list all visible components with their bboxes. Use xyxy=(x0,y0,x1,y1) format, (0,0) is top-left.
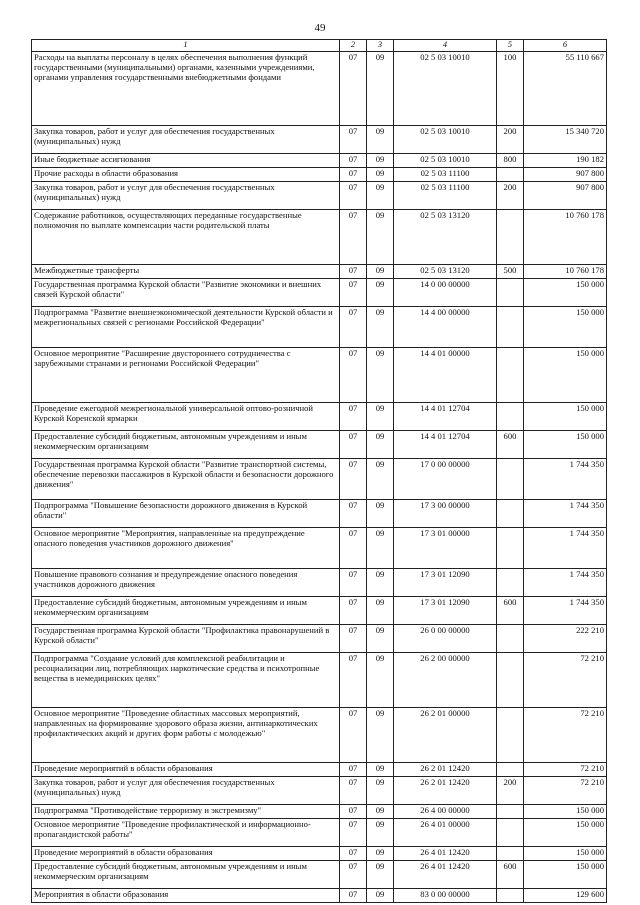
row-section: 07 xyxy=(340,209,367,264)
row-amount: 150 000 xyxy=(524,430,607,458)
row-name: Закупка товаров, работ и услуг для обеспечения государственных (муниципальных) нужд xyxy=(32,181,340,209)
row-expense-type xyxy=(497,402,524,430)
row-section: 07 xyxy=(340,762,367,776)
row-name: Иные бюджетные ассигнования xyxy=(32,153,340,167)
row-subsection: 09 xyxy=(367,306,394,347)
row-subsection: 09 xyxy=(367,527,394,568)
row-target-article: 83 0 00 00000 xyxy=(394,888,497,902)
row-amount: 1 744 350 xyxy=(524,568,607,596)
header-cell-subsection: 3 xyxy=(367,40,394,52)
row-amount: 190 182 xyxy=(524,153,607,167)
row-subsection: 09 xyxy=(367,652,394,707)
row-amount: 150 000 xyxy=(524,347,607,402)
row-target-article: 17 3 00 00000 xyxy=(394,499,497,527)
table-row xyxy=(32,264,607,278)
table-body xyxy=(32,51,607,902)
row-section: 07 xyxy=(340,430,367,458)
row-name: Основное мероприятие "Проведение областных массовых мероприятий, направленных на формирование здорового образа жизни, антинаркотических профилактических акций и других форм работы с молодежью" xyxy=(32,707,340,762)
row-amount: 150 000 xyxy=(524,860,607,888)
row-name: Государственная программа Курской области "Профилактика правонарушений в Курской области" xyxy=(32,624,340,652)
row-name: Повышение правового сознания и предупреждение опасного поведения участников дорожного движения xyxy=(32,568,340,596)
table-row xyxy=(32,278,607,306)
row-target-article: 26 2 00 00000 xyxy=(394,652,497,707)
row-expense-type xyxy=(497,209,524,264)
row-name: Предоставление субсидий бюджетным, автономным учреждениям и иным некоммерческим организациям xyxy=(32,430,340,458)
row-subsection: 09 xyxy=(367,153,394,167)
row-target-article: 17 0 00 00000 xyxy=(394,458,497,499)
row-section: 07 xyxy=(340,527,367,568)
row-name: Предоставление субсидий бюджетным, автономным учреждениям и иным некоммерческим организациям xyxy=(32,860,340,888)
row-section: 07 xyxy=(340,860,367,888)
row-target-article: 17 3 01 00000 xyxy=(394,527,497,568)
row-section: 07 xyxy=(340,306,367,347)
row-subsection: 09 xyxy=(367,888,394,902)
row-target-article: 14 0 00 00000 xyxy=(394,278,497,306)
row-subsection: 09 xyxy=(367,776,394,804)
row-expense-type xyxy=(497,652,524,707)
row-name: Подпрограмма "Создание условий для комплексной реабилитации и ресоциализации лиц, потребляющих наркотические средства и психотропные вещества в немедицинских целях" xyxy=(32,652,340,707)
row-section: 07 xyxy=(340,278,367,306)
table-row xyxy=(32,860,607,888)
row-section: 07 xyxy=(340,264,367,278)
row-name: Закупка товаров, работ и услуг для обеспечения государственных (муниципальных) нужд xyxy=(32,125,340,153)
row-section: 07 xyxy=(340,167,367,181)
row-subsection: 09 xyxy=(367,762,394,776)
header-cell-section: 2 xyxy=(340,40,367,52)
row-name: Государственная программа Курской области "Развитие экономики и внешних связей Курской области" xyxy=(32,278,340,306)
row-subsection: 09 xyxy=(367,278,394,306)
table-row xyxy=(32,430,607,458)
row-amount: 150 000 xyxy=(524,818,607,846)
table-row xyxy=(32,153,607,167)
row-name: Предоставление субсидий бюджетным, автономным учреждениям и иным некоммерческим организациям xyxy=(32,596,340,624)
row-expense-type xyxy=(497,499,524,527)
row-name: Расходы на выплаты персоналу в целях обеспечения выполнения функций государственными (муниципальными) органами, казенными учреждениями, органами управления государственными внебюджетными фондами xyxy=(32,51,340,125)
table-header-row xyxy=(32,40,607,52)
table-row xyxy=(32,624,607,652)
row-subsection: 09 xyxy=(367,430,394,458)
row-target-article: 14 4 01 12704 xyxy=(394,430,497,458)
row-section: 07 xyxy=(340,776,367,804)
row-amount: 72 210 xyxy=(524,707,607,762)
row-subsection: 09 xyxy=(367,568,394,596)
row-amount: 129 600 xyxy=(524,888,607,902)
row-expense-type: 500 xyxy=(497,264,524,278)
row-subsection: 09 xyxy=(367,181,394,209)
row-expense-type: 200 xyxy=(497,776,524,804)
table-row xyxy=(32,167,607,181)
table-row xyxy=(32,51,607,125)
row-amount: 1 744 350 xyxy=(524,527,607,568)
row-name: Основное мероприятие "Расширение двустороннего сотрудничества с зарубежными странами и регионами Российской Федерации" xyxy=(32,347,340,402)
page-number: 49 xyxy=(314,22,326,34)
row-subsection: 09 xyxy=(367,804,394,818)
row-section: 07 xyxy=(340,818,367,846)
row-section: 07 xyxy=(340,888,367,902)
row-subsection: 09 xyxy=(367,624,394,652)
row-name: Закупка товаров, работ и услуг для обеспечения государственных (муниципальных) нужд xyxy=(32,776,340,804)
row-target-article: 02 5 03 10010 xyxy=(394,125,497,153)
row-amount: 1 744 350 xyxy=(524,596,607,624)
row-amount: 72 210 xyxy=(524,776,607,804)
table-row xyxy=(32,707,607,762)
row-section: 07 xyxy=(340,568,367,596)
row-expense-type xyxy=(497,306,524,347)
row-target-article: 14 4 00 00000 xyxy=(394,306,497,347)
row-expense-type xyxy=(497,818,524,846)
row-section: 07 xyxy=(340,624,367,652)
row-subsection: 09 xyxy=(367,499,394,527)
row-subsection: 09 xyxy=(367,707,394,762)
row-subsection: 09 xyxy=(367,846,394,860)
row-name: Межбюджетные трансферты xyxy=(32,264,340,278)
row-section: 07 xyxy=(340,652,367,707)
header-cell-target-article: 4 xyxy=(394,40,497,52)
row-section: 07 xyxy=(340,181,367,209)
row-section: 07 xyxy=(340,153,367,167)
row-target-article: 17 3 01 12090 xyxy=(394,596,497,624)
row-amount: 55 110 667 xyxy=(524,51,607,125)
row-name: Мероприятия в области образования xyxy=(32,888,340,902)
row-subsection: 09 xyxy=(367,167,394,181)
table-row xyxy=(32,527,607,568)
table-row xyxy=(32,181,607,209)
table-row xyxy=(32,347,607,402)
row-section: 07 xyxy=(340,846,367,860)
row-amount: 72 210 xyxy=(524,762,607,776)
row-name: Основное мероприятие "Мероприятия, направленные на предупреждение опасного поведения участников дорожного движения" xyxy=(32,527,340,568)
table-row xyxy=(32,306,607,347)
table-row xyxy=(32,652,607,707)
table-row xyxy=(32,888,607,902)
table-row xyxy=(32,846,607,860)
row-subsection: 09 xyxy=(367,860,394,888)
row-amount: 10 760 178 xyxy=(524,209,607,264)
row-target-article: 26 4 01 12420 xyxy=(394,860,497,888)
row-expense-type xyxy=(497,762,524,776)
row-expense-type: 200 xyxy=(497,125,524,153)
row-amount: 150 000 xyxy=(524,402,607,430)
row-name: Основное мероприятие "Проведение профилактической и информационно-пропагандистской работы" xyxy=(32,818,340,846)
row-expense-type xyxy=(497,624,524,652)
row-target-article: 26 2 01 00000 xyxy=(394,707,497,762)
row-section: 07 xyxy=(340,125,367,153)
row-name: Подпрограмма "Противодействие терроризму и экстремизму" xyxy=(32,804,340,818)
row-target-article: 02 5 03 10010 xyxy=(394,51,497,125)
row-section: 07 xyxy=(340,499,367,527)
row-target-article: 02 5 03 10010 xyxy=(394,153,497,167)
row-subsection: 09 xyxy=(367,402,394,430)
row-subsection: 09 xyxy=(367,458,394,499)
row-target-article: 26 4 00 00000 xyxy=(394,804,497,818)
header-cell-expense-type: 5 xyxy=(497,40,524,52)
row-amount: 15 340 720 xyxy=(524,125,607,153)
row-target-article: 26 0 00 00000 xyxy=(394,624,497,652)
row-amount: 150 000 xyxy=(524,846,607,860)
row-amount: 222 210 xyxy=(524,624,607,652)
row-amount: 150 000 xyxy=(524,306,607,347)
row-section: 07 xyxy=(340,347,367,402)
row-subsection: 09 xyxy=(367,51,394,125)
row-target-article: 02 5 03 11100 xyxy=(394,167,497,181)
row-expense-type xyxy=(497,527,524,568)
row-expense-type: 100 xyxy=(497,51,524,125)
row-target-article: 14 4 01 00000 xyxy=(394,347,497,402)
table-row xyxy=(32,818,607,846)
table-row xyxy=(32,596,607,624)
table-row xyxy=(32,568,607,596)
row-amount: 10 760 178 xyxy=(524,264,607,278)
row-subsection: 09 xyxy=(367,596,394,624)
table-row xyxy=(32,762,607,776)
row-expense-type xyxy=(497,846,524,860)
row-name: Проведение ежегодной межрегиональной универсальной оптово-розничной Курской Коренской ярмарки xyxy=(32,402,340,430)
table-row xyxy=(32,499,607,527)
row-subsection: 09 xyxy=(367,125,394,153)
row-section: 07 xyxy=(340,458,367,499)
budget-table xyxy=(31,39,607,903)
table-row xyxy=(32,125,607,153)
row-target-article: 26 2 01 12420 xyxy=(394,776,497,804)
row-name: Содержание работников, осуществляющих переданные государственные полномочия по выплате компенсации части родительской платы xyxy=(32,209,340,264)
row-expense-type xyxy=(497,167,524,181)
table-row xyxy=(32,402,607,430)
row-amount: 150 000 xyxy=(524,278,607,306)
row-target-article: 26 4 01 00000 xyxy=(394,818,497,846)
row-amount: 1 744 350 xyxy=(524,499,607,527)
row-expense-type: 200 xyxy=(497,181,524,209)
row-expense-type: 600 xyxy=(497,430,524,458)
row-amount: 907 800 xyxy=(524,167,607,181)
row-amount: 72 210 xyxy=(524,652,607,707)
row-name: Государственная программа Курской области "Развитие транспортной системы, обеспечение перевозки пассажиров в Курской области и безопасности дорожного движения" xyxy=(32,458,340,499)
row-expense-type xyxy=(497,707,524,762)
row-name: Подпрограмма "Повышение безопасности дорожного движения в Курской области" xyxy=(32,499,340,527)
row-target-article: 17 3 01 12090 xyxy=(394,568,497,596)
row-amount: 1 744 350 xyxy=(524,458,607,499)
table-row xyxy=(32,209,607,264)
table-row xyxy=(32,776,607,804)
row-subsection: 09 xyxy=(367,209,394,264)
row-expense-type xyxy=(497,568,524,596)
row-section: 07 xyxy=(340,596,367,624)
row-subsection: 09 xyxy=(367,818,394,846)
row-expense-type xyxy=(497,804,524,818)
row-target-article: 26 2 01 12420 xyxy=(394,762,497,776)
row-amount: 907 800 xyxy=(524,181,607,209)
row-section: 07 xyxy=(340,51,367,125)
row-target-article: 02 5 03 13120 xyxy=(394,264,497,278)
row-expense-type xyxy=(497,347,524,402)
row-target-article: 26 4 01 12420 xyxy=(394,846,497,860)
row-target-article: 02 5 03 11100 xyxy=(394,181,497,209)
row-expense-type xyxy=(497,458,524,499)
row-section: 07 xyxy=(340,402,367,430)
row-name: Проведение мероприятий в области образования xyxy=(32,762,340,776)
row-subsection: 09 xyxy=(367,347,394,402)
row-subsection: 09 xyxy=(367,264,394,278)
row-expense-type: 800 xyxy=(497,153,524,167)
row-expense-type xyxy=(497,278,524,306)
row-section: 07 xyxy=(340,804,367,818)
row-expense-type: 600 xyxy=(497,860,524,888)
row-target-article: 02 5 03 13120 xyxy=(394,209,497,264)
row-amount: 150 000 xyxy=(524,804,607,818)
row-expense-type xyxy=(497,888,524,902)
header-cell-amount: 6 xyxy=(524,40,607,52)
row-name: Подпрограмма "Развитие внешнеэкономической деятельности Курской области и межрегиональных связей с регионами Российской Федерации" xyxy=(32,306,340,347)
row-section: 07 xyxy=(340,707,367,762)
row-name: Проведение мероприятий в области образования xyxy=(32,846,340,860)
header-cell-name: 1 xyxy=(32,40,340,52)
row-target-article: 14 4 01 12704 xyxy=(394,402,497,430)
row-expense-type: 600 xyxy=(497,596,524,624)
row-name: Прочие расходы в области образования xyxy=(32,167,340,181)
table-row xyxy=(32,458,607,499)
table-row xyxy=(32,804,607,818)
